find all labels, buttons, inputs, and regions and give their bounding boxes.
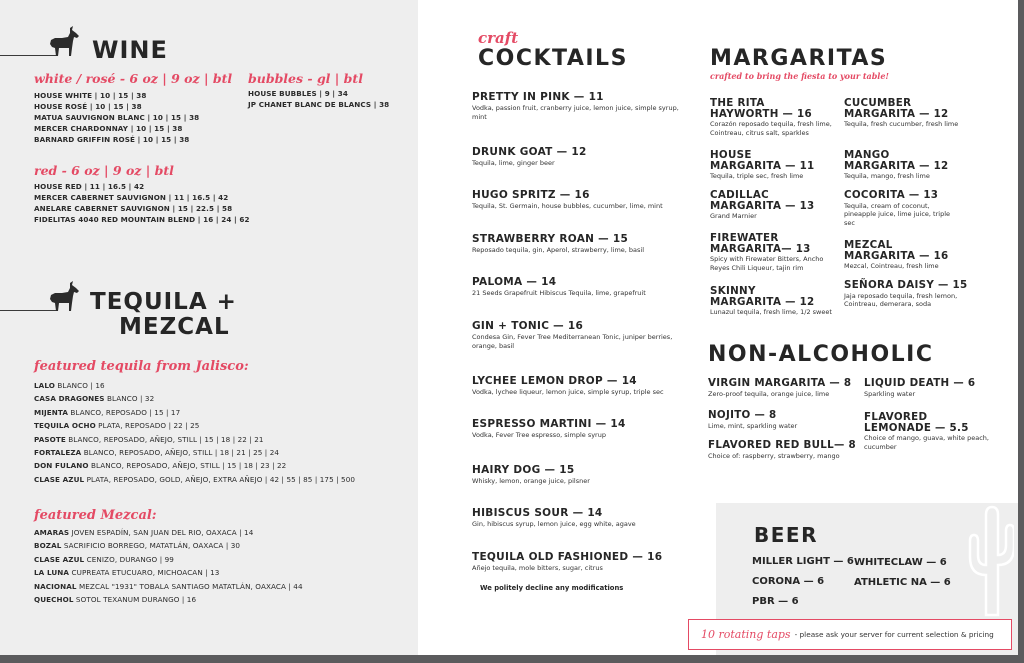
item-name: DON FULANO [34, 461, 89, 471]
list-item [34, 406, 355, 419]
item-name: FORTALEZA [34, 448, 82, 458]
item-name: NACIONAL [34, 581, 77, 591]
cocktail-name: HIBISCUS SOUR — 14 [472, 507, 603, 519]
list-item [34, 392, 355, 405]
item-detail: SACRIFICIO BORREGO, MATATLÁN, OAXACA | 30 [61, 541, 241, 551]
cocktail-description: Tequila, lime, ginger beer [472, 159, 555, 167]
margarita-name-line1: CADILLAC [710, 189, 769, 201]
list-item: HOUSE RED | 11 | 16.5 | 42 [34, 182, 145, 191]
item-name: CASA DRAGONES [34, 394, 105, 404]
margarita-description: Choice of mango, guava, white peach, cucumber [864, 434, 989, 451]
non-alcoholic-description: Choice of: raspberry, strawberry, mango [708, 451, 840, 460]
item-detail: BLANCO | 32 [104, 394, 155, 404]
wine-tequila-panel [0, 0, 418, 655]
margarita-description: Jaja reposado tequila, fresh lemon, Cointreau, demerara, soda [844, 291, 958, 309]
margarita-name-line2: LEMONADE — 5.5 [864, 421, 969, 434]
margarita-description: Mezcal, Cointreau, fresh lime [844, 262, 939, 270]
margarita-description: Tequila, triple sec, fresh lime [710, 172, 804, 180]
item-detail: BLANCO, REPOSADO, AÑEJO, STILL | 18 | 21 | 25 | 24 [81, 448, 280, 458]
margarita-description: Tequila, fresh cucumber, fresh lime [844, 120, 959, 128]
item-name: BOZAL [34, 541, 62, 551]
list-item [34, 539, 303, 552]
beer-title: BEER [754, 523, 818, 547]
beer-item: CORONA — 6 [752, 576, 825, 587]
margarita-name-line1: SEÑORA DAISY — 15 [844, 279, 968, 291]
margarita-item [844, 279, 968, 309]
cocktail-description: Gin, hibiscus syrup, lemon juice, egg white, agave [472, 520, 636, 528]
tequila-list [34, 379, 355, 486]
item-name: CLASE AZUL [34, 474, 85, 484]
rotating-taps-box [688, 619, 1012, 650]
non-alcoholic-description: Zero-proof tequila, orange juice, lime [708, 389, 830, 398]
margarita-description: Tequila, cream of coconut, pineapple juice, lime juice, triple sec [844, 201, 950, 227]
cocktail-name: TEQUILA OLD FASHIONED — 16 [472, 551, 663, 563]
item-detail: BLANCO | 16 [54, 381, 105, 390]
cocktail-name: HUGO SPRITZ — 16 [472, 189, 590, 201]
list-item [34, 379, 355, 392]
item-name: LA LUNA [34, 568, 70, 578]
cocktail-description: Vodka, Fever Tree espresso, simple syrup [472, 431, 606, 439]
cocktail-item [472, 464, 682, 486]
cocktail-name: PRETTY IN PINK — 11 [472, 91, 604, 103]
margarita-item [710, 286, 834, 317]
margarita-description: Corazón reposado tequila, fresh lime, Cointreau, citrus salt, sparkles [710, 120, 832, 137]
item-name: CLASE AZUL [34, 554, 85, 564]
list-item: ANELARE CABERNET SAUVIGNON | 15 | 22.5 | 58 [34, 204, 233, 214]
cocktail-description: Reposado tequila, gin, Aperol, strawberry, lime, basil [472, 246, 645, 254]
margarita-item [710, 190, 834, 221]
margarita-name-line1: LIQUID DEATH — 6 [864, 377, 976, 389]
cocktail-name: GIN + TONIC — 16 [472, 320, 584, 332]
item-detail: BLANCO, REPOSADO, AÑEJO, STILL | 15 | 18 | 23 | 22 [88, 461, 287, 471]
non-alcoholic-item [708, 377, 852, 398]
cocktail-name: ESPRESSO MARTINI — 14 [472, 418, 626, 430]
item-detail: PLATA, REPOSADO | 22 | 25 [95, 421, 200, 431]
bubbles-list [248, 88, 389, 110]
item-name: TEQUILA OCHO [34, 421, 96, 431]
margarita-name-line1: SKINNY [710, 285, 756, 297]
list-item [34, 433, 355, 446]
wine-title: WINE [92, 36, 168, 64]
beer-item: MILLER LIGHT — 6 [752, 556, 854, 567]
margarita-item [844, 190, 962, 227]
cocktail-item [472, 91, 682, 121]
list-item [34, 593, 303, 606]
list-item: MERCER CABERNET SAUVIGNON | 11 | 16.5 | 42 [34, 193, 229, 203]
margaritas-subtitle: crafted to bring the fiesta to your table! [710, 71, 889, 81]
margarita-item [710, 98, 834, 137]
tequila-title-line2: MEZCAL [119, 314, 230, 340]
item-detail: CUPREATA ETUCUARO, MICHOACAN | 13 [69, 568, 220, 578]
list-item: BARNARD GRIFFIN ROSÉ | 10 | 15 | 38 [34, 135, 190, 145]
list-item: JP CHANET BLANC DE BLANCS | 38 [248, 100, 390, 110]
item-name: LALO [34, 381, 55, 390]
cocktail-item [472, 189, 682, 211]
item-detail: BLANCO, REPOSADO | 15 | 17 [68, 407, 181, 417]
list-item [34, 419, 355, 432]
margarita-name-line1: MANGO [844, 149, 890, 161]
beer-item: PBR — 6 [752, 596, 799, 607]
item-detail: SOTOL TEXANUM DURANGO | 16 [73, 595, 197, 605]
non-alcoholic-name: FLAVORED RED BULL— 8 [708, 439, 856, 451]
list-item [34, 526, 303, 539]
white-rose-heading: white / rosé - 6 oz | 9 oz | btl [34, 71, 233, 86]
margarita-item [844, 98, 962, 129]
list-item [34, 580, 303, 593]
cocktail-item [472, 551, 682, 573]
margarita-item [844, 150, 962, 181]
red-wine-list [34, 181, 250, 225]
margarita-item [864, 378, 1004, 398]
rotating-taps-label: 10 rotating taps [701, 628, 791, 641]
non-alcoholic-name: VIRGIN MARGARITA — 8 [708, 377, 852, 389]
cocktail-item [472, 418, 682, 440]
cocktail-item [472, 276, 682, 298]
margarita-name-line2: MARGARITA — 13 [710, 199, 815, 212]
cocktail-description: Whisky, lemon, orange juice, pilsner [472, 477, 590, 485]
cocktail-item [472, 320, 682, 350]
cocktail-description: Condesa Gin, Fever Tree Mediterranean Tonic, juniper berries, orange, basil [472, 333, 673, 350]
mezcal-list [34, 526, 303, 606]
item-detail: MEZCAL "1931" TOBALA SANTIAGO MATATLÁN, OAXACA | 44 [76, 581, 303, 591]
non-alcoholic-item [708, 439, 856, 460]
margarita-description: Spicy with Firewater Bitters, Ancho Reyes Chili Liqueur, tajin rim [710, 255, 824, 272]
item-detail: BLANCO, REPOSADO, AÑEJO, STILL | 15 | 18 | 22 | 21 [65, 434, 264, 444]
cocktail-description: Añejo tequila, mole bitters, sugar, citrus [472, 564, 603, 572]
cocktail-name: PALOMA — 14 [472, 276, 557, 288]
list-item: MATUA SAUVIGNON BLANC | 10 | 15 | 38 [34, 113, 200, 123]
margarita-item [710, 150, 834, 181]
cocktail-name: LYCHEE LEMON DROP — 14 [472, 375, 637, 387]
list-item [34, 459, 355, 472]
list-item [34, 566, 303, 579]
item-name: MIJENTA [34, 407, 69, 417]
margarita-name-line2: MARGARITA — 12 [710, 295, 815, 308]
cocktail-description: Tequila, St. Germain, house bubbles, cucumber, lime, mint [472, 202, 663, 210]
cocktail-description: Vodka, lychee liqueur, lemon juice, simple syrup, triple sec [472, 388, 664, 396]
cocktail-description: Vodka, passion fruit, cranberry juice, lemon juice, simple syrup, mint [472, 104, 679, 121]
bubbles-heading: bubbles - gl | btl [248, 71, 363, 86]
cocktail-item [472, 233, 682, 255]
tequila-title-line1: TEQUILA + [90, 289, 237, 315]
cocktail-name: HAIRY DOG — 15 [472, 464, 575, 476]
margarita-item [844, 240, 962, 271]
rotating-taps-note: - please ask your server for current selection & pricing [794, 630, 994, 639]
margarita-name-line2: MARGARITA— 13 [710, 242, 811, 255]
list-item [34, 473, 355, 486]
margarita-name-line2: MARGARITA — 11 [710, 159, 815, 172]
margarita-name-line1: CUCUMBER [844, 97, 912, 109]
non-alcoholic-title: NON-ALCOHOLIC [708, 342, 934, 367]
margarita-name-line1: FIREWATER [710, 232, 779, 244]
margarita-item [864, 412, 1004, 451]
cocktail-description: 21 Seeds Grapefruit Hibiscus Tequila, lime, grapefruit [472, 289, 646, 297]
featured-tequila-heading: featured tequila from Jalisco: [34, 359, 249, 374]
list-item: FIDELITAS 4040 RED MOUNTAIN BLEND | 16 | 24 | 62 [34, 215, 250, 225]
cactus-icon [966, 505, 1014, 617]
list-item: MERCER CHARDONNAY | 10 | 15 | 38 [34, 124, 183, 134]
margarita-description: Grand Marnier [710, 212, 757, 220]
list-item [34, 446, 355, 459]
cocktail-item [472, 146, 682, 168]
margarita-description: Lunazul tequila, fresh lime, 1/2 sweet [710, 308, 832, 316]
list-item: HOUSE WHITE | 10 | 15 | 38 [34, 91, 147, 100]
cocktail-item [472, 375, 682, 397]
red-heading: red - 6 oz | 9 oz | btl [34, 163, 174, 178]
goat-icon [46, 26, 80, 58]
non-alcoholic-name: NOJITO — 8 [708, 409, 777, 421]
featured-mezcal-heading: featured Mezcal: [34, 508, 157, 523]
margarita-name-line1: HOUSE [710, 149, 752, 161]
cocktails-panel [418, 0, 1018, 655]
beer-item: ATHLETIC NA — 6 [854, 577, 951, 588]
item-name: QUECHOL [34, 595, 74, 605]
cocktail-name: STRAWBERRY ROAN — 15 [472, 233, 629, 245]
margarita-name-line2: MARGARITA — 16 [844, 249, 949, 262]
list-item: HOUSE ROSÉ | 10 | 15 | 38 [34, 102, 142, 112]
cocktails-title: COCKTAILS [478, 46, 628, 71]
beer-item: WHITECLAW — 6 [854, 557, 947, 568]
cocktail-name: DRUNK GOAT — 12 [472, 146, 587, 158]
goat-icon [46, 281, 80, 313]
margarita-name-line2: MARGARITA — 12 [844, 107, 949, 120]
list-item: HOUSE BUBBLES | 9 | 34 [248, 89, 348, 98]
white-wine-list [34, 90, 199, 145]
margarita-name-line1: MEZCAL [844, 239, 893, 251]
non-alcoholic-item [708, 410, 848, 430]
margarita-name-line2: HAYWORTH — 16 [710, 107, 812, 120]
item-detail: CENIZO, DURANGO | 99 [84, 554, 174, 564]
margarita-name-line2: MARGARITA — 12 [844, 159, 949, 172]
modifications-note: We politely decline any modifications [480, 584, 624, 592]
margarita-name-line1: FLAVORED [864, 411, 928, 423]
item-detail: PLATA, REPOSADO, GOLD, AÑEJO, EXTRA AÑEJO | 42 | 55 | 85 | 175 | 500 [84, 474, 356, 484]
non-alcoholic-description: Lime, mint, sparkling water [708, 421, 798, 430]
craft-label: craft [478, 29, 519, 47]
item-name: AMARAS [34, 528, 70, 537]
margarita-description: Sparkling water [864, 389, 916, 398]
item-detail: JOVEN ESPADÍN, SAN JUAN DEL RIO, OAXACA | 14 [69, 528, 254, 537]
margarita-description: Tequila, mango, fresh lime [844, 172, 930, 180]
margaritas-title: MARGARITAS [710, 46, 888, 71]
item-name: PASOTE [34, 434, 66, 444]
margarita-item [710, 233, 834, 272]
list-item [34, 553, 303, 566]
margarita-name-line1: COCORITA — 13 [844, 189, 939, 201]
margarita-name-line1: THE RITA [710, 97, 765, 109]
cocktail-item [472, 507, 682, 529]
